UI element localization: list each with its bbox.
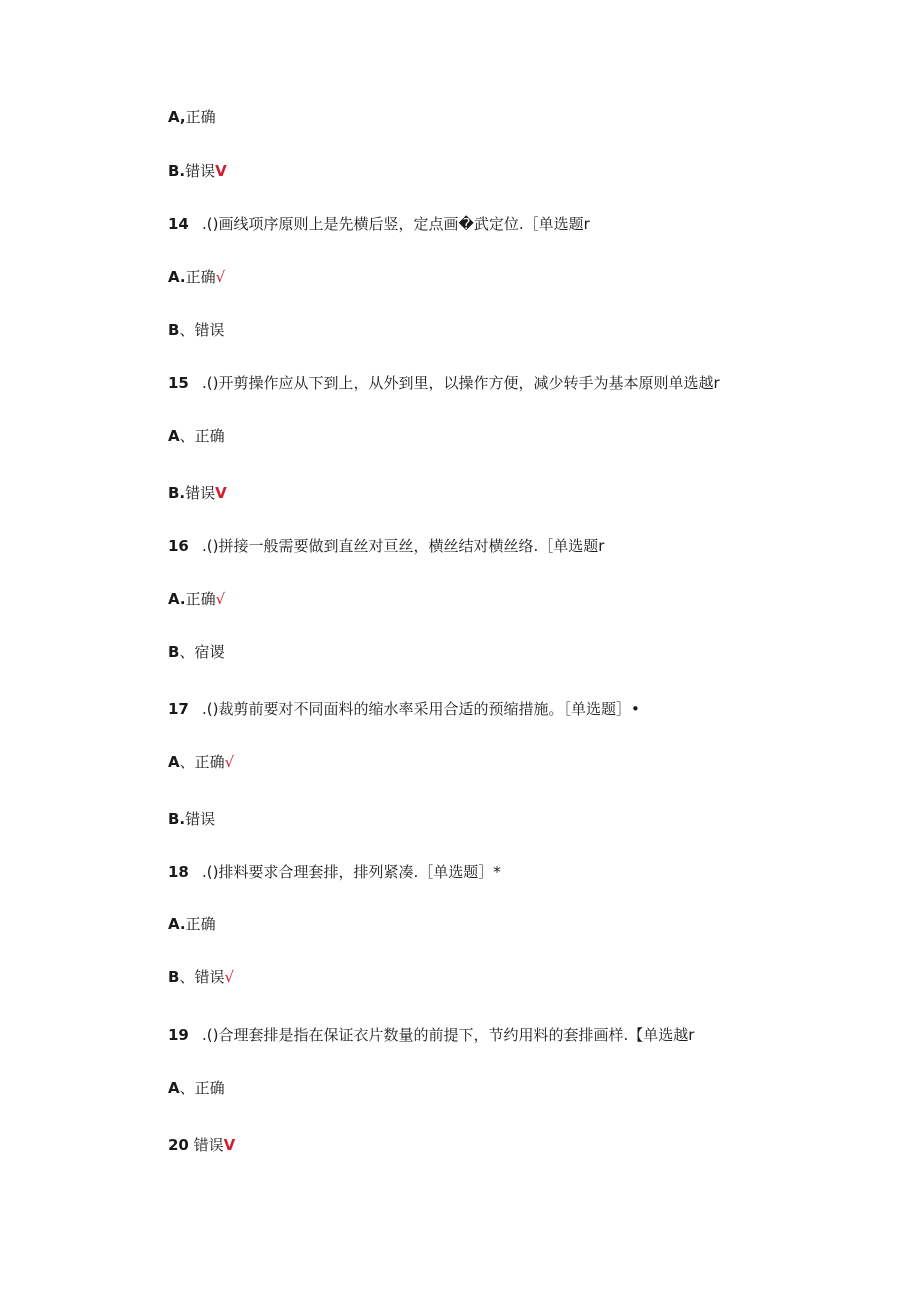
option-text: 、错误: [179, 321, 225, 339]
option-a-q19: [168, 1078, 225, 1098]
question-number: 18: [168, 863, 189, 881]
question-number: 17: [168, 700, 189, 718]
question-text: .()裁剪前要对不同面料的缩水率采用合适的预缩措施。［单选题］•: [202, 700, 640, 718]
option-letter: A.: [168, 590, 186, 608]
question-text: .()排料要求合理套排，排列紧凑.［单选题］*: [202, 863, 501, 881]
option-letter: A: [168, 753, 180, 771]
question-19: [168, 1025, 694, 1045]
option-text: 正确: [185, 268, 216, 286]
option-b-q18: [168, 967, 234, 987]
option-a-q17: [168, 752, 234, 772]
option-letter: A: [168, 427, 180, 445]
correct-answer-mark: √: [224, 753, 235, 771]
question-15: [168, 373, 720, 393]
question-number: 15: [168, 374, 189, 392]
option-text: 、正确: [179, 753, 225, 771]
option-b-q16: [168, 642, 224, 662]
question-number: 14: [168, 215, 189, 233]
question-17: [168, 699, 640, 719]
option-b-q14: [168, 320, 224, 340]
option-text: 、正确: [179, 1079, 225, 1097]
option-text: 正确: [185, 915, 216, 933]
option-letter: B.: [168, 484, 186, 502]
question-number: 19: [168, 1026, 189, 1044]
question-16: [168, 536, 604, 556]
option-text: 、正确: [179, 427, 225, 445]
option-text: 错误: [188, 1136, 224, 1154]
option-letter: A: [168, 1079, 180, 1097]
option-text: 错误: [185, 810, 216, 828]
option-a-q15: [168, 426, 225, 446]
question-text: .()开剪操作应从下到上，从外到里，以操作方便，减少转手为基本原则单选越r: [202, 374, 720, 392]
question-18: [168, 862, 501, 882]
option-letter: A,: [168, 108, 186, 126]
option-letter: A.: [168, 268, 186, 286]
option-letter: B: [168, 321, 180, 339]
correct-answer-mark: V: [215, 484, 227, 502]
question-text: .()合理套排是指在保证衣片数量的前提下，节约用料的套排画样.【单选越r: [202, 1026, 695, 1044]
question-number: 16: [168, 537, 189, 555]
option-a-q13: [168, 107, 216, 127]
option-b-q13: [168, 161, 227, 181]
option-letter: B: [168, 643, 180, 661]
option-letter: B.: [168, 162, 186, 180]
correct-answer-mark: √: [215, 590, 226, 608]
option-letter: B.: [168, 810, 186, 828]
option-text: 、错误: [179, 968, 225, 986]
option-text: 正确: [185, 590, 216, 608]
question-text: .()画线项序原则上是先横后竖，定点画�武定位.［单选题r: [202, 215, 590, 233]
option-text: 错误: [185, 484, 216, 502]
option-a-q18: [168, 914, 216, 934]
option-text: 正确: [185, 108, 216, 126]
correct-answer-mark: √: [215, 268, 226, 286]
correct-answer-mark: V: [215, 162, 227, 180]
question-text: .()拼接一般需要做到直丝对亘丝，横丝结对横丝络.［单选题r: [202, 537, 605, 555]
question-14: [168, 214, 590, 234]
correct-answer-mark: V: [223, 1136, 236, 1154]
option-text: 错误: [185, 162, 216, 180]
option-a-q16: [168, 589, 225, 609]
option-letter: 20: [168, 1136, 189, 1154]
option-b-q19: [168, 1135, 235, 1155]
option-a-q14: [168, 267, 225, 287]
option-b-q15: [168, 483, 227, 503]
option-letter: B: [168, 968, 180, 986]
option-letter: A.: [168, 915, 186, 933]
option-text: 、宿谡: [179, 643, 225, 661]
correct-answer-mark: √: [224, 968, 235, 986]
option-b-q17: [168, 809, 215, 829]
